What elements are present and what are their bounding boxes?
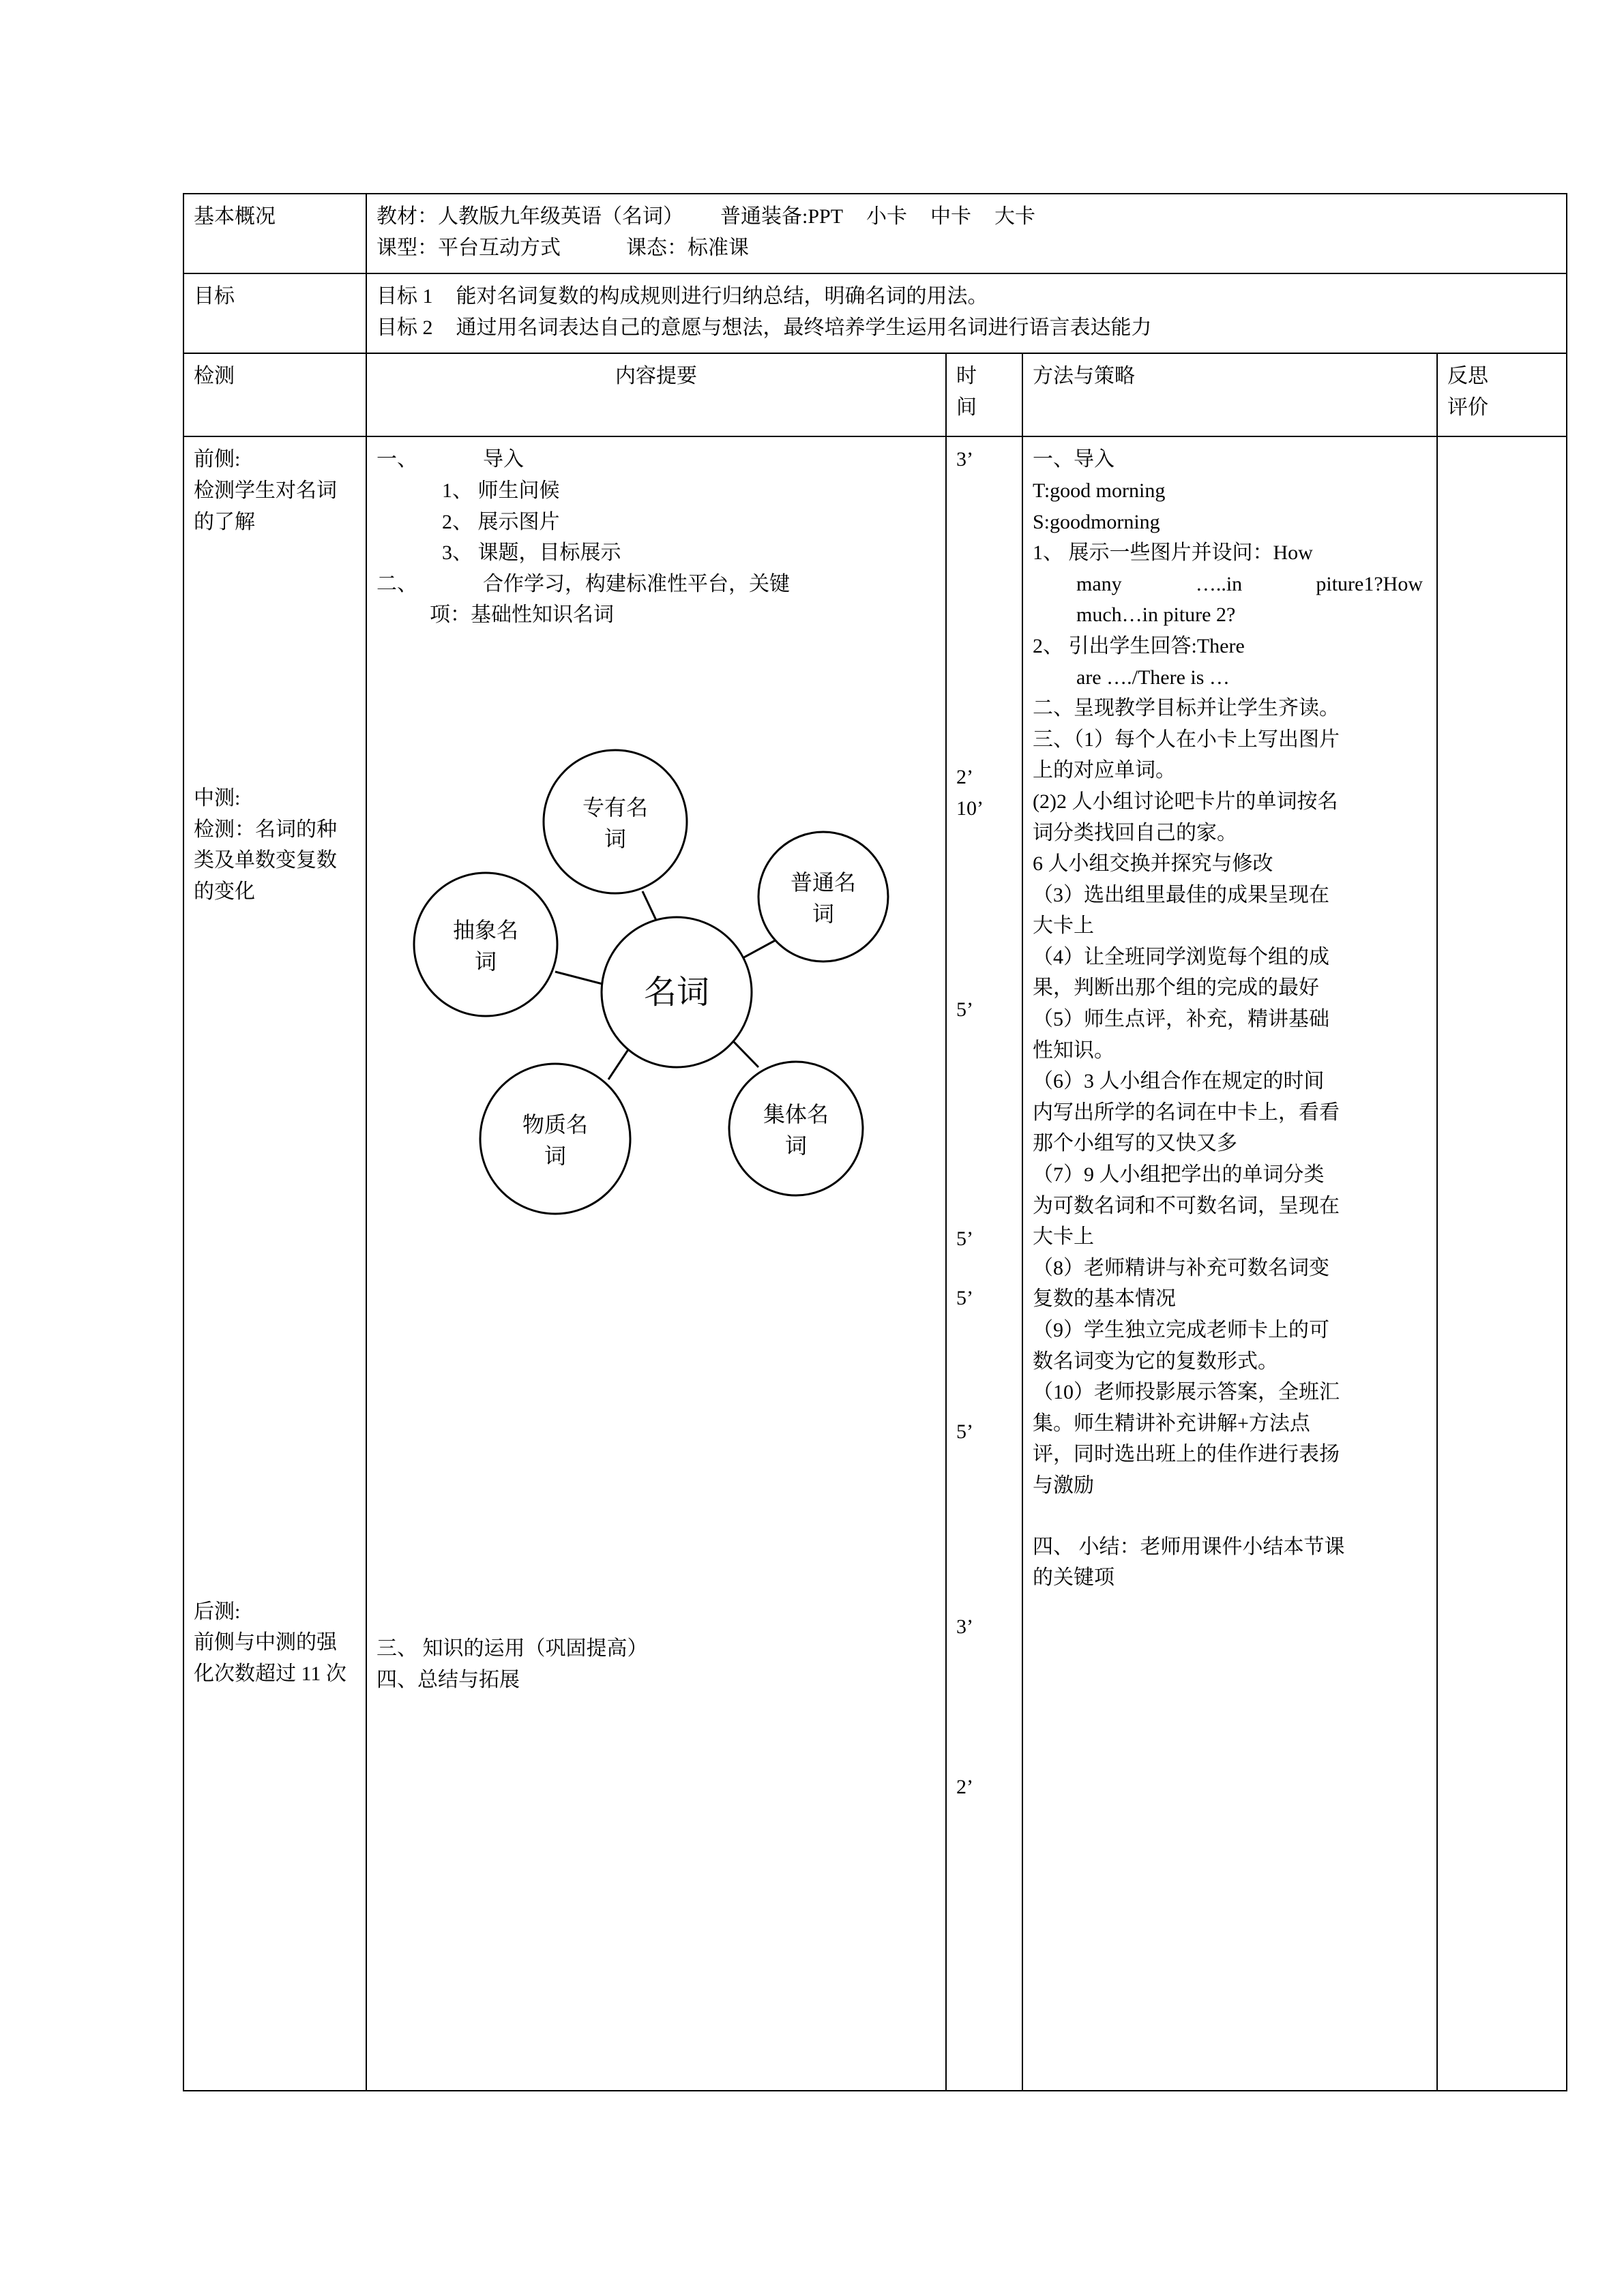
- content-s1-title: 导入: [483, 448, 524, 471]
- content-s1-num: 一、: [377, 448, 417, 471]
- detect-post-text: 前侧与中测的强化次数超过 11 次: [194, 1631, 346, 1685]
- method-p4-line2: [1033, 569, 1427, 600]
- content-section-3: [377, 1633, 936, 1665]
- time-value-6: 5’: [956, 1287, 973, 1310]
- method-p10: 词分类找回自己的家。: [1033, 821, 1237, 844]
- goal-2-line: [377, 312, 1556, 344]
- svg-text:词: 词: [604, 826, 627, 851]
- overview-lesson-type: 课型：平台互动方式: [377, 236, 561, 259]
- svg-text:抽象名: 抽象名: [452, 917, 519, 942]
- overview-label: 基本概况: [194, 205, 276, 228]
- content-section-2: [377, 569, 936, 600]
- table-row-headers: [183, 353, 1567, 436]
- content-s1-item-3: 3、 课题，目标展示: [442, 541, 621, 565]
- header-time-cell: [946, 353, 1022, 436]
- content-section-1: [377, 444, 936, 475]
- method-p12: （3）选出组里最佳的成果呈现在: [1033, 883, 1329, 906]
- header-content: 内容提要: [615, 365, 697, 388]
- time-value-7: 5’: [956, 1420, 973, 1443]
- goal-2-tag: 目标 2: [377, 316, 433, 339]
- detect-post-block: [194, 1596, 356, 1690]
- method-p27: 数名词变为它的复数形式。: [1033, 1350, 1278, 1373]
- overview-card-large: 大卡: [994, 205, 1036, 228]
- header-reflect-line1: 反思: [1447, 365, 1488, 388]
- reflect-cell: [1437, 436, 1567, 2091]
- method-p18: （6）3 人小组合作在规定的时间: [1033, 1070, 1325, 1093]
- overview-line-2: [377, 233, 1556, 264]
- header-reflect-cell: [1437, 353, 1567, 436]
- method-p4-line3: much…in piture 2?: [1076, 603, 1236, 627]
- time-value-4: 5’: [956, 998, 973, 1022]
- method-p24: （8）老师精讲与补充可数名词变: [1033, 1256, 1329, 1279]
- method-p7: 三、（1）每个人在小卡上写出图片: [1033, 728, 1340, 751]
- header-content-cell: [366, 353, 946, 436]
- method-p5-line2: are …./There is …: [1076, 666, 1230, 689]
- method-p4: 1、 展示一些图片并设问：How: [1033, 541, 1313, 565]
- svg-text:词: 词: [784, 1133, 808, 1158]
- content-s1-item-2: 2、 展示图片: [442, 510, 560, 533]
- method-p8: 上的对应单词。: [1033, 759, 1176, 782]
- detect-mid-text: 检测：名词的种类及单数变复数的变化: [194, 818, 337, 903]
- header-time-line1: 时: [956, 365, 977, 388]
- svg-text:名词: 名词: [643, 974, 710, 1011]
- method-p28: （10）老师投影展示答案，全班汇: [1033, 1381, 1340, 1404]
- goal-2-text: 通过用名词表达自己的意愿与想法，最终培养学生运用名词进行语言表达能力: [456, 316, 1152, 339]
- method-p14: （4）让全班同学浏览每个组的成: [1033, 945, 1329, 968]
- content-s2-title-2: 项：基础性知识名词: [430, 603, 614, 627]
- svg-text:词: 词: [474, 949, 497, 974]
- method-p29: 集。师生精讲补充讲解+方法点: [1033, 1412, 1310, 1435]
- overview-line-1: [377, 201, 1556, 233]
- method-p4-many: many: [1076, 572, 1122, 595]
- method-p32: 四、 小结：老师用课件小结本节课: [1033, 1535, 1345, 1558]
- method-p23: 大卡上: [1033, 1225, 1094, 1249]
- overview-card-small: 小卡: [866, 205, 908, 228]
- svg-text:词: 词: [544, 1143, 567, 1168]
- method-p25: 复数的基本情况: [1033, 1287, 1176, 1311]
- goals-content-cell: [366, 273, 1567, 353]
- method-p21: （7）9 人小组把学出的单词分类: [1033, 1163, 1325, 1187]
- method-p19: 内写出所学的名词在中卡上，看看: [1033, 1101, 1340, 1124]
- svg-text:普通名: 普通名: [790, 869, 857, 895]
- table-row-overview: [183, 194, 1567, 273]
- detect-pre-title: 前侧:: [194, 448, 241, 471]
- method-p20: 那个小组写的又快又多: [1033, 1132, 1237, 1155]
- content-cell: [366, 436, 946, 2091]
- goal-1-text: 能对名词复数的构成规则进行归纳总结，明确名词的用法。: [456, 285, 988, 308]
- noun-mindmap-diagram: [377, 651, 936, 1251]
- overview-equipment: 普通装备:PPT: [720, 205, 844, 228]
- method-p31: 与激励: [1033, 1474, 1094, 1497]
- method-p16: （5）师生点评，补充，精讲基础: [1033, 1008, 1329, 1031]
- method-p13: 大卡上: [1033, 914, 1094, 938]
- lesson-plan-table: [183, 193, 1567, 2091]
- method-p17: 性知识。: [1033, 1039, 1114, 1062]
- svg-text:词: 词: [812, 901, 835, 926]
- time-value-2: 2’: [956, 765, 973, 788]
- detect-mid-block: [194, 783, 356, 907]
- method-p6: 二、呈现教学目标并让学生齐读。: [1033, 697, 1340, 720]
- method-p11: 6 人小组交换并探究与修改: [1033, 852, 1273, 876]
- detect-mid-title: 中测:: [194, 787, 241, 810]
- header-method: 方法与策略: [1033, 365, 1135, 388]
- method-p4-in: …..in: [1195, 572, 1243, 595]
- content-s2-num: 二、: [377, 572, 417, 595]
- content-s3-num: 三、 知识的运用（巩固提高）: [377, 1637, 648, 1660]
- overview-lesson-state: 课态：标准课: [626, 236, 749, 259]
- svg-text:集体名: 集体名: [763, 1101, 829, 1127]
- overview-card-medium: 中卡: [930, 205, 972, 228]
- detect-post-title: 后测:: [194, 1600, 241, 1623]
- goals-label-cell: [183, 273, 366, 353]
- method-p2: T:good morning: [1033, 479, 1166, 502]
- time-value-8: 3’: [956, 1615, 973, 1638]
- method-p1: 一、导入: [1033, 448, 1114, 471]
- overview-textbook: 教材：人教版九年级英语（名词）: [377, 205, 683, 228]
- detect-cell: [183, 436, 366, 2091]
- table-row-body: [183, 436, 1567, 2091]
- header-detect-cell: [183, 353, 366, 436]
- time-value-1: 3’: [956, 448, 973, 471]
- detect-pre-block: [194, 444, 356, 537]
- time-value-9: 2’: [956, 1776, 973, 1799]
- method-p22: 为可数名词和不可数名词，呈现在: [1033, 1194, 1340, 1217]
- content-s1-item-1: 1、 师生问候: [442, 479, 560, 502]
- time-value-5: 5’: [956, 1227, 973, 1250]
- method-p30: 评，同时选出班上的佳作进行表扬: [1033, 1443, 1340, 1466]
- time-value-3: 10’: [956, 796, 984, 820]
- content-section-4: 四、总结与拓展: [377, 1668, 520, 1691]
- overview-label-cell: [183, 194, 366, 273]
- goal-1-line: [377, 281, 1556, 312]
- method-p9: (2)2 人小组讨论吧卡片的单词按名: [1033, 790, 1338, 813]
- method-p4-piture: piture1?How: [1316, 572, 1423, 595]
- svg-text:专有名: 专有名: [582, 794, 649, 820]
- header-detect: 检测: [194, 365, 235, 388]
- goals-label: 目标: [194, 285, 235, 308]
- method-p33: 的关键项: [1033, 1566, 1114, 1590]
- content-s2-title: 合作学习，构建标准性平台，关键: [483, 572, 790, 595]
- header-reflect-line2: 评价: [1447, 396, 1488, 419]
- time-cell: [946, 436, 1022, 2091]
- method-p15: 果，判断出那个组的完成的最好: [1033, 976, 1319, 1000]
- table-row-goals: [183, 273, 1567, 353]
- method-p26: （9）学生独立完成老师卡上的可: [1033, 1319, 1329, 1341]
- overview-content-cell: [366, 194, 1567, 273]
- method-cell: [1022, 436, 1437, 2091]
- goal-1-tag: 目标 1: [377, 285, 433, 308]
- detect-pre-text: 检测学生对名词的了解: [194, 479, 337, 533]
- header-method-cell: [1022, 353, 1437, 436]
- svg-text:物质名: 物质名: [522, 1112, 589, 1137]
- header-time-line2: 间: [956, 396, 977, 419]
- method-p5: 2、 引出学生回答:There: [1033, 634, 1245, 657]
- method-p3: S:goodmorning: [1033, 510, 1160, 533]
